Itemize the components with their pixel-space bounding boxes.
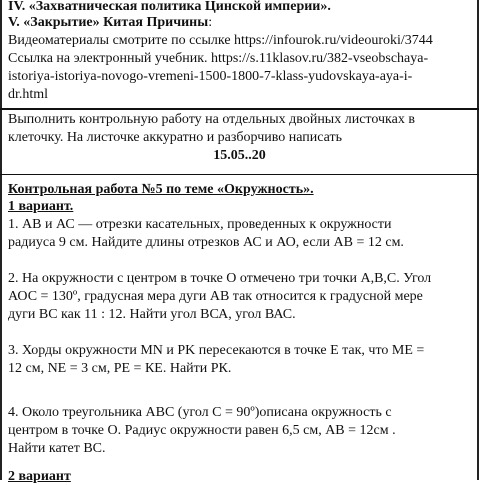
topic-v [8, 14, 212, 31]
question-4-line3: Найти катет ВС. [8, 441, 106, 456]
assignment-block [0, 110, 479, 175]
textbook-link-line2[interactable]: istoriya-istoriya-novogo-vremeni-1500-1800-7-klass-yudovskaya-aya-i- [8, 69, 413, 84]
textbook-link-line3[interactable]: dr.html [8, 87, 49, 102]
lesson-topics-block [0, 0, 479, 110]
question-4-line1: 4. Около треугольника АВС (угол С = 90º)описана окружность с [8, 405, 392, 420]
question-2-line1: 2. На окружности с центром в точке О отмечено три точки А,В,С. Угол [8, 271, 432, 286]
test-title: Контрольная работа №5 по теме «Окружность». [8, 182, 314, 197]
question-1-line2: радиуса 9 см. Найдите длины отрезков АС и АО, если АВ = 12 см. [8, 235, 404, 250]
topic-iv: IV. «Захватническая политика Цинской империи». [8, 0, 331, 14]
topic-v-colon: : [208, 15, 213, 30]
variant-1-heading: 1 вариант. [8, 199, 74, 214]
question-4-line2: центром в точке О. Радиус окружности равен 6,5 см, АВ = 12см . [8, 423, 396, 438]
due-date: 15.05..20 [213, 148, 266, 163]
question-3-line2: 12 см, NE = 3 см, РЕ = КЕ. Найти РК. [8, 361, 232, 376]
assignment-line1: Выполнить контрольную работу на отдельных двойных листочках в [8, 112, 415, 127]
assignment-line2: клеточку. На листочке аккуратно и разборчиво написать [8, 130, 342, 145]
question-3-line1: 3. Хорды окружности MN и PK пересекаются в точке Е так, что МЕ = [8, 343, 425, 358]
video-link-text[interactable]: Видеоматериалы смотрите по ссылке https://infourok.ru/videouroki/3744 [8, 33, 433, 48]
question-2-line2: АОС = 130º, градусная мера дуги АВ так относится к градусной мере [8, 289, 423, 304]
topic-v-title: V. «Закрытие» Китая Причины [8, 15, 209, 30]
variant-2-heading: 2 вариант [8, 469, 71, 484]
textbook-link-line1[interactable]: Ссылка на электронный учебник. https://s.11klasov.ru/382-vseobschaya- [8, 51, 429, 66]
question-1-line1: 1. АВ и АС — отрезки касательных, проведенных к окружности [8, 217, 392, 232]
question-2-line3: дуги ВС как 11 : 12. Найти угол ВСА, угол ВАС. [8, 307, 296, 322]
